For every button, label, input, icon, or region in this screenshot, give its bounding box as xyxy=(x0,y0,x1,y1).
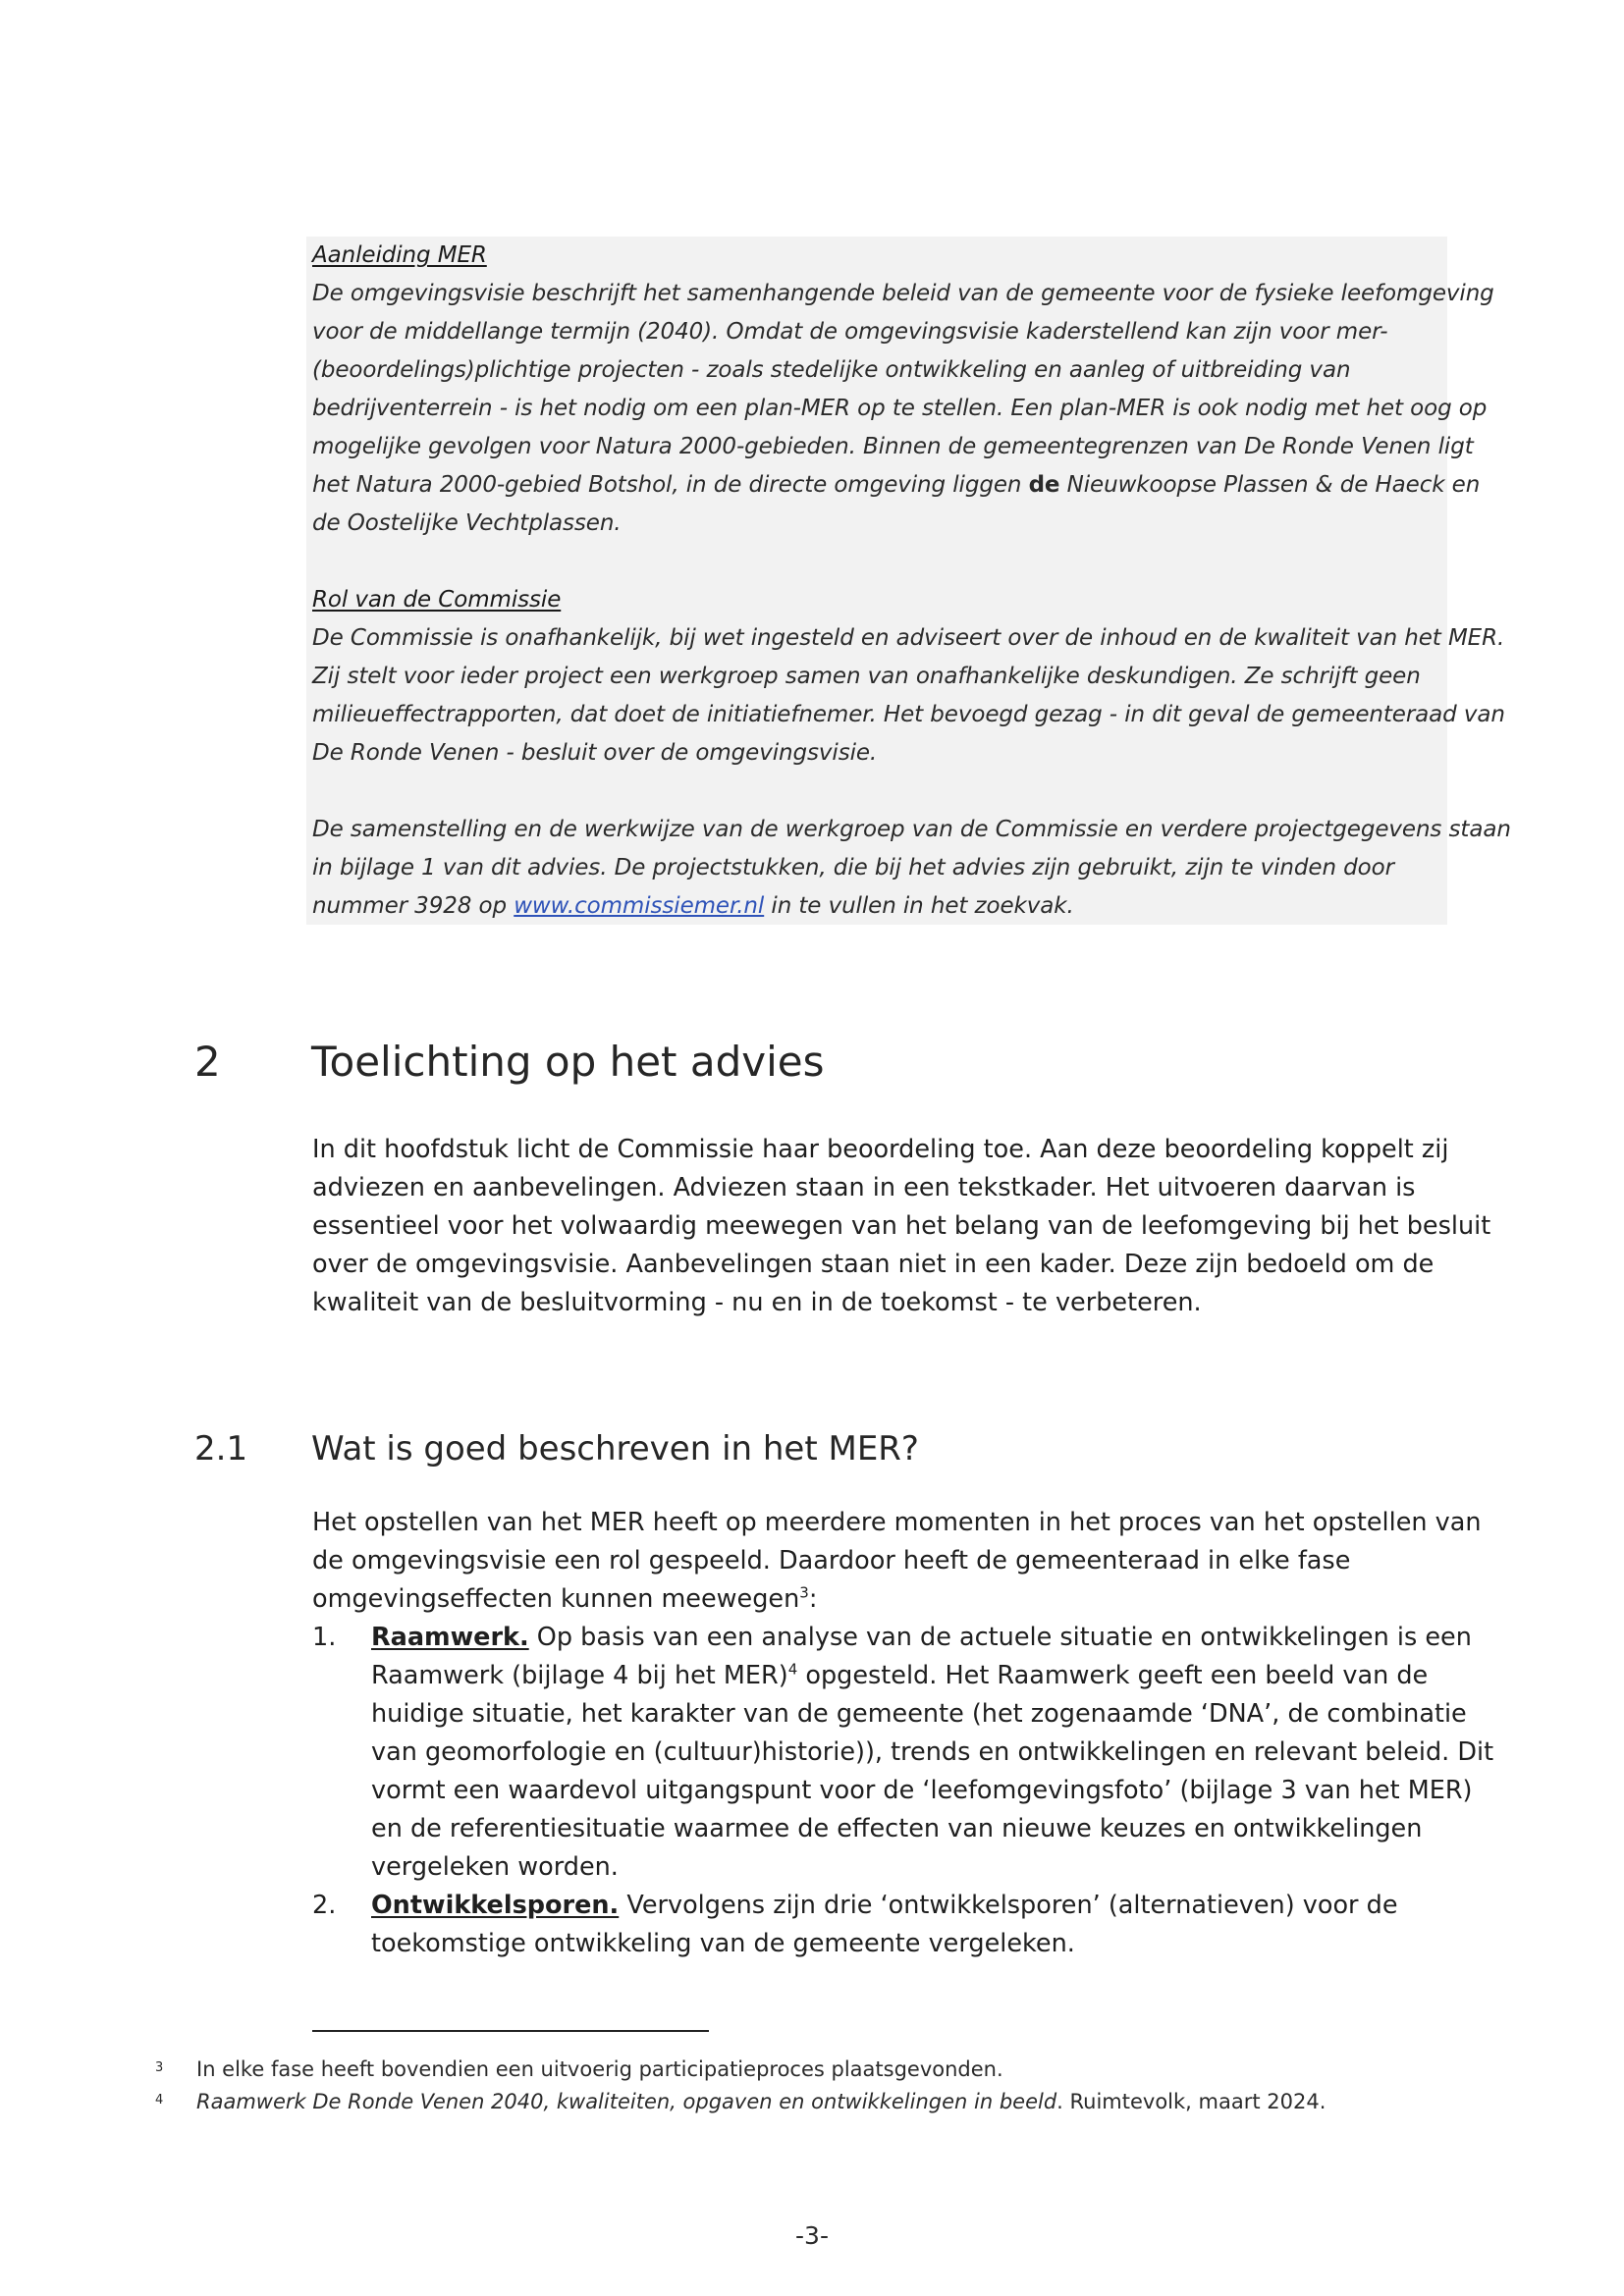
samenstelling-line: nummer 3928 op www.commissiemer.nl in te vullen in het zoekvak. xyxy=(312,893,1074,919)
paragraph-line: toekomstige ontwikkeling van de gemeente vergeleken. xyxy=(371,1929,1075,1958)
paragraph-line: de omgevingsvisie een rol gespeeld. Daardoor heeft de gemeenteraad in elke fase xyxy=(312,1546,1351,1575)
paragraph-line: vormt een waardevol uitgangspunt voor de ‘leefomgevingsfoto’ (bijlage 3 van het MER) xyxy=(371,1776,1473,1805)
paragraph-line: en de referentiesituatie waarmee de effecten van nieuwe keuzes en ontwikkelingen xyxy=(371,1814,1423,1843)
paragraph-line: omgevingseffecten kunnen meewegen$^3$: xyxy=(312,1583,818,1614)
aanleiding-line: bedrijventerrein - is het nodig om een plan-MER op te stellen. Een plan-MER is ook nodig met het oog op xyxy=(312,396,1488,421)
subsection-title: Wat is goed beschreven in het MER? xyxy=(311,1429,919,1468)
footnote-separator xyxy=(312,2030,709,2032)
aanleiding-line: de Oostelijke Vechtplassen. xyxy=(312,510,622,536)
list-label: Ontwikkelsporen. xyxy=(371,1891,620,1920)
footnote: 4 Raamwerk De Ronde Venen 2040, kwaliteiten, opgaven en ontwikkelingen in beeld. Ruimtevolk, maart 2024. xyxy=(155,2086,1432,2118)
list-item: 1. Raamwerk. Op basis van een analyse van de actuele situatie en ontwikkelingen is een Raamwerk (bijlage 4 bij het MER)$^4$ opgesteld. Het Raamwerk geeft een beeld van de huidige situatie, het karakter van de gemeente (het zogenaamde ‘DNA’, de combinatie van geomorfologie en (cultuur)historie)), trends en ontwikkelingen en relevant beleid. Dit vormt een waardevol uitgangspunt voor de ‘leefomgevingsfoto’ (bijlage 3 van het MER) en de referentiesituatie waarmee de effecten van nieuwe keuzes en ontwikkelingen vergeleken worden. xyxy=(312,1619,1451,1887)
subsection-intro xyxy=(312,1504,1482,1619)
paragraph-line: over de omgevingsvisie. Aanbevelingen staan niet in een kader. Deze zijn bedoeld om de xyxy=(312,1250,1435,1279)
subsection-number: 2.1 xyxy=(194,1429,248,1468)
bold-word: de xyxy=(1028,472,1060,498)
rol-line: De Ronde Venen - besluit over de omgevingsvisie. xyxy=(312,740,878,766)
footnotes xyxy=(155,2054,1432,2118)
aanleiding-heading: Aanleiding MER xyxy=(312,242,487,268)
page-number: -3- xyxy=(795,2221,829,2250)
section-intro xyxy=(312,1131,1491,1322)
section-number: 2 xyxy=(194,1038,221,1086)
list-number: 2. xyxy=(312,1891,337,1920)
numbered-list xyxy=(312,1619,1494,1963)
rol-line: Zij stelt voor ieder project een werkgroep samen van onafhankelijke deskundigen. Ze schrijft geen xyxy=(312,664,1421,689)
paragraph-line: vergeleken worden. xyxy=(371,1852,619,1882)
section-title: Toelichting op het advies xyxy=(311,1038,825,1086)
footnote-ref[interactable]: 3 xyxy=(799,1583,809,1602)
paragraph-line: Het opstellen van het MER heeft op meerdere momenten in het proces van het opstellen van xyxy=(312,1508,1482,1537)
paragraph-line: In dit hoofdstuk licht de Commissie haar beoordeling toe. Aan deze beoordeling koppelt zij xyxy=(312,1135,1449,1164)
list-label: Raamwerk. xyxy=(371,1623,529,1652)
rol-line: De Commissie is onafhankelijk, bij wet ingesteld en adviseert over de inhoud en de kwaliteit van het MER. xyxy=(312,625,1505,651)
list-item: 2. Ontwikkelsporen. Vervolgens zijn drie ‘ontwikkelsporen’ (alternatieven) voor de toekomstige ontwikkeling van de gemeente vergeleken. xyxy=(312,1887,1451,1963)
paragraph-line: huidige situatie, het karakter van de gemeente (het zogenaamde ‘DNA’, de combinatie xyxy=(371,1699,1467,1729)
aanleiding-line: mogelijke gevolgen voor Natura 2000-gebieden. Binnen de gemeentegrenzen van De Ronde Venen ligt xyxy=(312,434,1474,459)
paragraph-line: kwaliteit van de besluitvorming - nu en in de toekomst - te verbeteren. xyxy=(312,1288,1202,1317)
paragraph-line: van geomorfologie en (cultuur)historie)), trends en ontwikkelingen en relevant beleid. Dit xyxy=(371,1737,1494,1767)
footnote: 3 In elke fase heeft bovendien een uitvoerig participatieproces plaatsgevonden. xyxy=(155,2054,1432,2086)
list-number: 1. xyxy=(312,1623,337,1652)
commissiemer-link[interactable]: www.commissiemer.nl xyxy=(514,893,765,919)
aanleiding-line: De omgevingsvisie beschrijft het samenhangende beleid van de gemeente voor de fysieke leefomgeving xyxy=(312,281,1494,306)
rol-heading: Rol van de Commissie xyxy=(312,587,562,613)
footnote-mark: 3 xyxy=(155,2060,164,2075)
aanleiding-line: het Natura 2000-gebied Botshol, in de directe omgeving liggen de Nieuwkoopse Plassen & de Haeck en xyxy=(312,472,1481,498)
footnote-ref[interactable]: 4 xyxy=(787,1660,798,1679)
rol-line: milieueffectrapporten, dat doet de initiatiefnemer. Het bevoegd gezag - in dit geval de gemeenteraad van xyxy=(312,702,1505,727)
samenstelling-line: De samenstelling en de werkwijze van de werkgroep van de Commissie en verdere projectgegevens staan xyxy=(312,817,1511,842)
footnote-mark: 4 xyxy=(155,2093,164,2108)
aanleiding-line: voor de middellange termijn (2040). Omdat de omgevingsvisie kaderstellend kan zijn voor mer- xyxy=(312,319,1388,345)
paragraph-line: essentieel voor het volwaardig meewegen van het belang van de leefomgeving bij het besluit xyxy=(312,1211,1491,1241)
aanleiding-line: (beoordelings)plichtige projecten - zoals stedelijke ontwikkeling en aanleg of uitbreiding van xyxy=(312,357,1351,383)
paragraph-line: adviezen en aanbevelingen. Adviezen staan in een tekstkader. Het uitvoeren daarvan is xyxy=(312,1173,1416,1202)
info-box xyxy=(306,237,1511,925)
samenstelling-line: in bijlage 1 van dit advies. De projectstukken, die bij het advies zijn gebruikt, zijn te vinden door xyxy=(312,855,1394,881)
